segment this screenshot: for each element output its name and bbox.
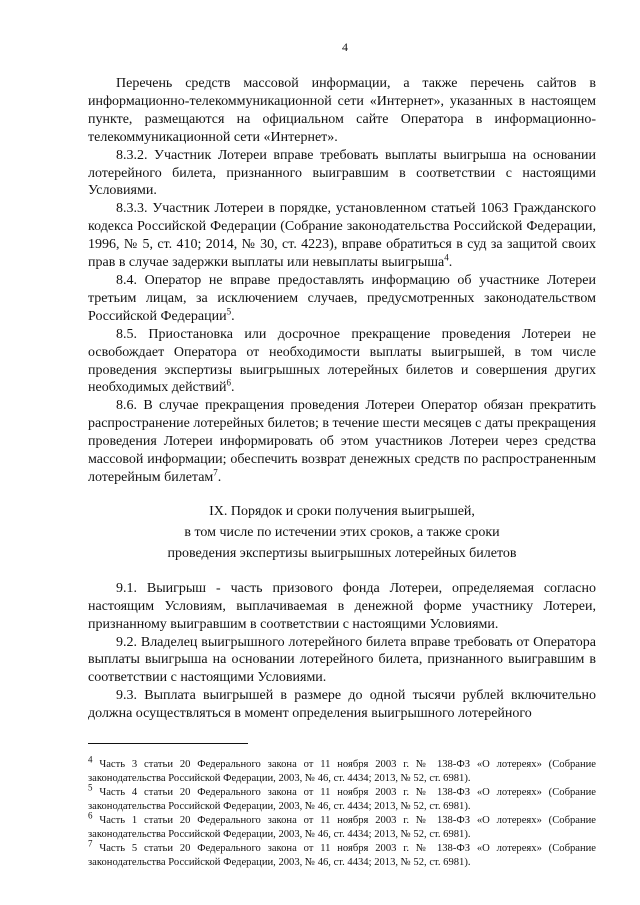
paragraph-9-2: 9.2. Владелец выигрышного лотерейного билета вправе требовать от Оператора выплаты выигрыша на основании лотерейного билета, признанного выигравшим в соответствии с настоящими Условиями. (88, 634, 596, 686)
section-heading-line: в том числе по истечении этих сроков, а также сроки (184, 524, 500, 540)
footnote-ref[interactable]: 7 (213, 467, 218, 478)
footnote-divider (88, 743, 248, 744)
paragraph-9-1: 9.1. Выигрыш - часть призового фонда Лотереи, определяемая согласно настоящим Условиям, выплачиваемая в денежной форме участнику Лотереи, признанному выигравшим в соответствии с настоящими Условиями. (88, 580, 596, 632)
footnotes (88, 754, 596, 869)
paragraph-8-6: 8.6. В случае прекращения проведения Лотереи Оператор обязан прекратить распространение лотерейных билетов; в течение шести месяцев с даты прекращения проведения Лотереи информировать об этом участников Лотереи через средства массовой информации; обеспечить возврат денежных средств по распространенным лотерейным билетам$^7$. (88, 398, 596, 485)
document-page (88, 40, 596, 870)
section-heading (88, 501, 596, 564)
footnote-4: $^4$ Часть 3 статьи 20 Федерального закона от 11 ноября 2003 г. № 138-ФЗ «О лотереях» (Собрание законодательства Российской Федерации, 2003, № 46, ст. 4434; 2013, № 52, ст. 6981). (88, 754, 596, 784)
paragraph-media-list: Перечень средств массовой информации, а также перечень сайтов в информационно-телекоммуникационной сети «Интернет», указанных в настоящем пункте, размещаются на официальном сайте Оператора в информационно-телекоммуникационной сети «Интернет». (88, 76, 596, 145)
section-heading-line: IX. Порядок и сроки получения выигрышей, (209, 503, 475, 519)
footnote-5: $^5$ Часть 4 статьи 20 Федерального закона от 11 ноября 2003 г. № 138-ФЗ «О лотереях» (Собрание законодательства Российской Федерации, 2003, № 46, ст. 4434; 2013, № 52, ст. 6981). (88, 782, 596, 812)
paragraph-8-3-3: 8.3.3. Участник Лотереи в порядке, установленном статьей 1063 Гражданского кодекса Российской Федерации (Собрание законодательства Российской Федерации, 1996, № 5, ст. 410; 2014, № 30, ст. 4223), вправе обратиться в суд за защитой своих прав в случае задержки выплаты или невыплаты выигрыша$^4$. (88, 201, 596, 271)
paragraph-9-3: 9.3. Выплата выигрышей в размере до одной тысячи рублей включительно должна осуществляться в момент определения выигрышного лотерейного (88, 688, 596, 722)
footnote-6: $^6$ Часть 1 статьи 20 Федерального закона от 11 ноября 2003 г. № 138-ФЗ «О лотереях» (Собрание законодательства Российской Федерации, 2003, № 46, ст. 4434; 2013, № 52, ст. 6981). (88, 810, 596, 840)
paragraph-8-4: 8.4. Оператор не вправе предоставлять информацию об участнике Лотереи третьим лицам, за исключением случаев, предусмотренных законодательством Российской Федерации$^5$. (88, 272, 596, 324)
section-heading-line: проведения экспертизы выигрышных лотерейных билетов (167, 545, 517, 561)
page-number: 4 (342, 40, 348, 54)
footnote-ref[interactable]: 5 (226, 306, 232, 317)
footnote-7: $^7$ Часть 5 статьи 20 Федерального закона от 11 ноября 2003 г. № 138-ФЗ «О лотереях» (Собрание законодательства Российской Федерации, 2003, № 46, ст. 4434; 2013, № 52, ст. 6981). (88, 838, 596, 868)
footnote-ref[interactable]: 4 (444, 252, 449, 263)
paragraph-8-5: 8.5. Приостановка или досрочное прекращение проведения Лотереи не освобождает Оператора от необходимости выплаты выигрышей, в том числе проведения экспертизы выигрышных лотерейных билетов и совершения других необходимых действий$^6$. (88, 326, 596, 396)
paragraph-8-3-2: 8.3.2. Участник Лотереи вправе требовать выплаты выигрыша на основании лотерейного билета, признанного выигравшим в соответствии с настоящими Условиями. (88, 147, 596, 199)
footnote-ref[interactable]: 6 (226, 377, 231, 388)
